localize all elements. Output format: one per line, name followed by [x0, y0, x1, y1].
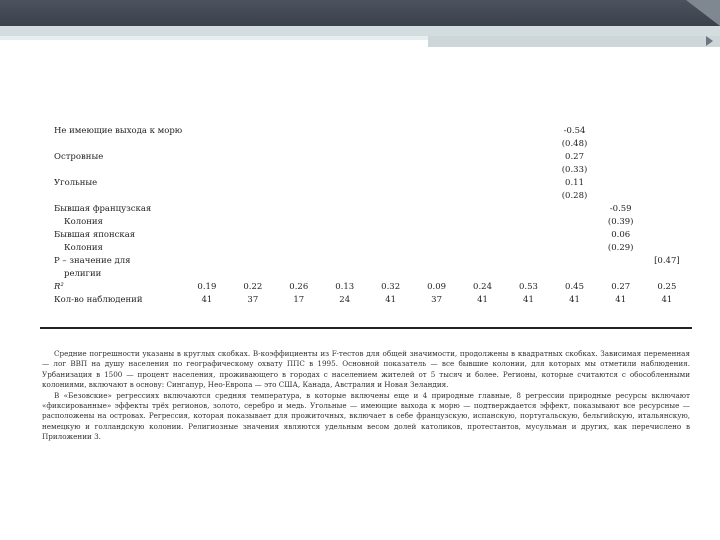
- table-cell: [505, 164, 551, 177]
- row-label: [50, 138, 184, 151]
- table-cell: [505, 268, 551, 281]
- table-cell: [551, 203, 597, 216]
- table-row: [50, 203, 690, 216]
- table-row: [50, 216, 690, 229]
- table-cell: [368, 177, 414, 190]
- table-cell: [276, 177, 322, 190]
- table-row: [50, 242, 690, 255]
- table-cell: 24: [339, 295, 351, 305]
- table-cell: 0.53: [518, 282, 538, 292]
- table-row: [50, 281, 690, 294]
- table-cell: 41: [523, 295, 534, 305]
- header-accent-strip-light: [0, 36, 428, 40]
- table-cell: [276, 125, 322, 138]
- table-cell: [230, 229, 276, 242]
- table-cell: [505, 151, 551, 164]
- row-label: Островные: [54, 152, 104, 162]
- row-label: [50, 164, 184, 177]
- table-cell: [276, 242, 322, 255]
- table-cell: [230, 216, 276, 229]
- table-cell: 41: [201, 295, 213, 305]
- table-cell: 0.25: [657, 282, 677, 292]
- table-cell: [644, 164, 690, 177]
- table-cell: 41: [615, 295, 627, 305]
- table-cell: [322, 151, 368, 164]
- table-cell: 0.11: [565, 178, 584, 188]
- notes-paragraph-1: Средние погрешности указаны в круглых скобках. В-коэффициенты из F-тестов для общей значимости, продолжены в квадратных скобках. Зависимая переменная — лог ВВП на душу населения по географическому охвату ППС в 1995. Основной показатель — все бывшие колонии, для которых мы отметили наблюдения. Урбанизация в 1500 — процент населения, проживающего в городах с населением жителей от 5 тысяч и более. Регионы, которые считаются с обособленными колониями, включают в основу: Сингапур, Нео-Европа — это США, Канада, Австралия и Новая Зеландия.: [42, 349, 690, 390]
- table-cell: [644, 268, 690, 281]
- table-cell: [184, 229, 230, 242]
- table-cell: [184, 216, 230, 229]
- table-cell: [460, 242, 506, 255]
- table-row: [50, 268, 690, 281]
- table-cell: [414, 242, 460, 255]
- table-cell: [551, 268, 597, 281]
- table-cell: [368, 268, 414, 281]
- table-cell: [505, 203, 551, 216]
- table-cell: 17: [293, 295, 305, 305]
- table-cell: [644, 229, 690, 242]
- table-cell: [230, 190, 276, 203]
- table-cell: 0.06: [611, 230, 631, 240]
- table-cell: 0.24: [473, 282, 492, 292]
- table-row: [50, 177, 690, 190]
- table-cell: 41: [385, 295, 397, 305]
- table-cell: [184, 125, 230, 138]
- table-cell: [230, 268, 276, 281]
- table-cell: [598, 151, 644, 164]
- table-cell: [276, 255, 322, 268]
- table-cell: 41: [477, 295, 488, 305]
- table-cell: [276, 151, 322, 164]
- table-cell: [322, 229, 368, 242]
- table-cell: [230, 203, 276, 216]
- table-cell: [598, 190, 644, 203]
- row-label: религии: [64, 269, 102, 279]
- table-row: [50, 151, 690, 164]
- table-cell: [368, 190, 414, 203]
- table-cell: [322, 164, 368, 177]
- table-row: [50, 229, 690, 242]
- table-cell: [322, 190, 368, 203]
- table-cell: [505, 242, 551, 255]
- table-cell: [505, 190, 551, 203]
- table-cell: [230, 242, 276, 255]
- table-cell: [230, 125, 276, 138]
- table-cell: [598, 177, 644, 190]
- row-label: R²: [54, 282, 64, 292]
- table-cell: [276, 164, 322, 177]
- table-row: [50, 125, 690, 138]
- table-cell: [230, 151, 276, 164]
- table-cell: [414, 203, 460, 216]
- table-cell: [551, 255, 597, 268]
- table-row: [50, 138, 690, 151]
- table-cell: [414, 164, 460, 177]
- row-label: Кол-во наблюдений: [54, 295, 143, 305]
- table-cell: [0.47]: [654, 256, 680, 266]
- table-cell: [368, 151, 414, 164]
- table-cell: [598, 268, 644, 281]
- table-cell: [230, 164, 276, 177]
- regression-table: [50, 125, 690, 307]
- row-label: Не имеющие выхода к морю: [54, 126, 183, 136]
- table-cell: [184, 190, 230, 203]
- table-row: [50, 255, 690, 268]
- table-cell: [184, 177, 230, 190]
- table-cell: [368, 203, 414, 216]
- table-cell: [414, 138, 460, 151]
- row-label: P – значение для: [54, 256, 131, 266]
- table-cell: 41: [661, 295, 673, 305]
- table-cell: [322, 216, 368, 229]
- row-label: Колония: [64, 243, 103, 253]
- table-cell: [460, 255, 506, 268]
- table-cell: [414, 177, 460, 190]
- table-cell: (0.29): [607, 243, 634, 253]
- table-cell: [644, 242, 690, 255]
- table-cell: [230, 177, 276, 190]
- row-label: [50, 190, 184, 203]
- table-cell: 37: [431, 295, 442, 305]
- table-cell: [276, 268, 322, 281]
- table-notes: [42, 349, 690, 443]
- table-cell: [414, 255, 460, 268]
- table-cell: (0.28): [561, 191, 588, 201]
- table-cell: [460, 229, 506, 242]
- table-cell: [460, 190, 506, 203]
- table-cell: [644, 203, 690, 216]
- table-cell: [322, 242, 368, 255]
- table-cell: [505, 177, 551, 190]
- table-cell: [598, 125, 644, 138]
- table-cell: 0.32: [381, 282, 401, 292]
- table-cell: 0.27: [565, 152, 584, 162]
- table-cell: 0.09: [427, 282, 447, 292]
- table-cell: 0.22: [243, 282, 263, 292]
- table-cell: (0.39): [607, 217, 634, 227]
- table-row: [50, 164, 690, 177]
- table-cell: [644, 125, 690, 138]
- row-label: Колония: [64, 217, 103, 227]
- table-row: [50, 190, 690, 203]
- table-cell: [644, 138, 690, 151]
- table-cell: [184, 242, 230, 255]
- table-cell: [551, 229, 597, 242]
- table-cell: [460, 138, 506, 151]
- header-accent-block: [428, 36, 720, 47]
- table-cell: [184, 138, 230, 151]
- table-cell: [276, 216, 322, 229]
- table-cell: (0.33): [561, 165, 588, 175]
- table-cell: [368, 229, 414, 242]
- table-cell: 0.13: [335, 282, 355, 292]
- notes-paragraph-2: В «Безовские» регрессиях включаются средняя температура, в которые включены еще и 4 природные главные, 8 регрессии природные ресурсы включают «фиксированные» эффекты трёх регионов, золото, серебро и медь. Угольные — имеющие выхода к морю — подтверждается эффект, показывают все ресурсные — расположены на островах. Регрессия, которая показывает для прожиточных, включает в себе французскую, испанскую, португальскую, бельгийскую, итальянскую, немецкую и голландскую колонии. Религиозные значения являются удельным весом долей католиков, протестантов, мусульман и других, как перечислено в Приложении 3.: [42, 390, 690, 442]
- table-cell: [414, 190, 460, 203]
- row-label: Бывшая японская: [54, 230, 136, 240]
- table-cell: [460, 268, 506, 281]
- table-cell: [276, 229, 322, 242]
- table-row: [50, 294, 690, 307]
- table-cell: [460, 164, 506, 177]
- table-cell: [322, 177, 368, 190]
- table-cell: [230, 138, 276, 151]
- table-bottom-rule: [40, 327, 692, 329]
- table-cell: [368, 138, 414, 151]
- table-cell: [460, 151, 506, 164]
- table-cell: [505, 255, 551, 268]
- table-cell: [551, 216, 597, 229]
- table-cell: [368, 242, 414, 255]
- table-cell: [598, 255, 644, 268]
- table-cell: 0.26: [289, 282, 309, 292]
- table-cell: [276, 203, 322, 216]
- table-cell: [322, 125, 368, 138]
- table-cell: [368, 125, 414, 138]
- table-cell: [322, 138, 368, 151]
- row-label: Бывшая французская: [54, 204, 152, 214]
- row-label: Угольные: [54, 178, 98, 188]
- table-cell: [276, 138, 322, 151]
- table-cell: [505, 125, 551, 138]
- table-cell: [184, 268, 230, 281]
- table-cell: [322, 255, 368, 268]
- table-cell: [276, 190, 322, 203]
- table-cell: [368, 216, 414, 229]
- table-cell: [414, 268, 460, 281]
- table-cell: [644, 177, 690, 190]
- table-cell: [505, 216, 551, 229]
- table-cell: (0.48): [561, 139, 588, 149]
- table-cell: [460, 125, 506, 138]
- table-cell: 0.19: [197, 282, 217, 292]
- table-cell: [460, 216, 506, 229]
- header-accent-strip: [0, 26, 720, 36]
- table-cell: [230, 255, 276, 268]
- table-cell: [644, 190, 690, 203]
- table-cell: 0.27: [611, 282, 631, 292]
- table-cell: [414, 216, 460, 229]
- slide-header-bar: [0, 0, 720, 26]
- slide-nav-arrow-icon: [706, 36, 713, 46]
- table-cell: [598, 164, 644, 177]
- table-cell: -0.59: [609, 204, 632, 214]
- table-cell: [368, 255, 414, 268]
- table-cell: [505, 138, 551, 151]
- table-cell: [551, 242, 597, 255]
- table-cell: 37: [247, 295, 259, 305]
- table-cell: [644, 216, 690, 229]
- table-cell: [184, 164, 230, 177]
- table-cell: [184, 151, 230, 164]
- table-cell: [644, 151, 690, 164]
- table-cell: 41: [569, 295, 580, 305]
- table-cell: [322, 203, 368, 216]
- table-cell: [368, 164, 414, 177]
- table-cell: [414, 229, 460, 242]
- table-cell: [460, 203, 506, 216]
- table-cell: [598, 138, 644, 151]
- table-cell: 0.45: [565, 282, 584, 292]
- table-cell: [414, 125, 460, 138]
- table-cell: [184, 203, 230, 216]
- table-cell: [322, 268, 368, 281]
- table-cell: [184, 255, 230, 268]
- table-cell: [460, 177, 506, 190]
- table-cell: [414, 151, 460, 164]
- table-cell: [505, 229, 551, 242]
- table-cell: -0.54: [563, 126, 586, 136]
